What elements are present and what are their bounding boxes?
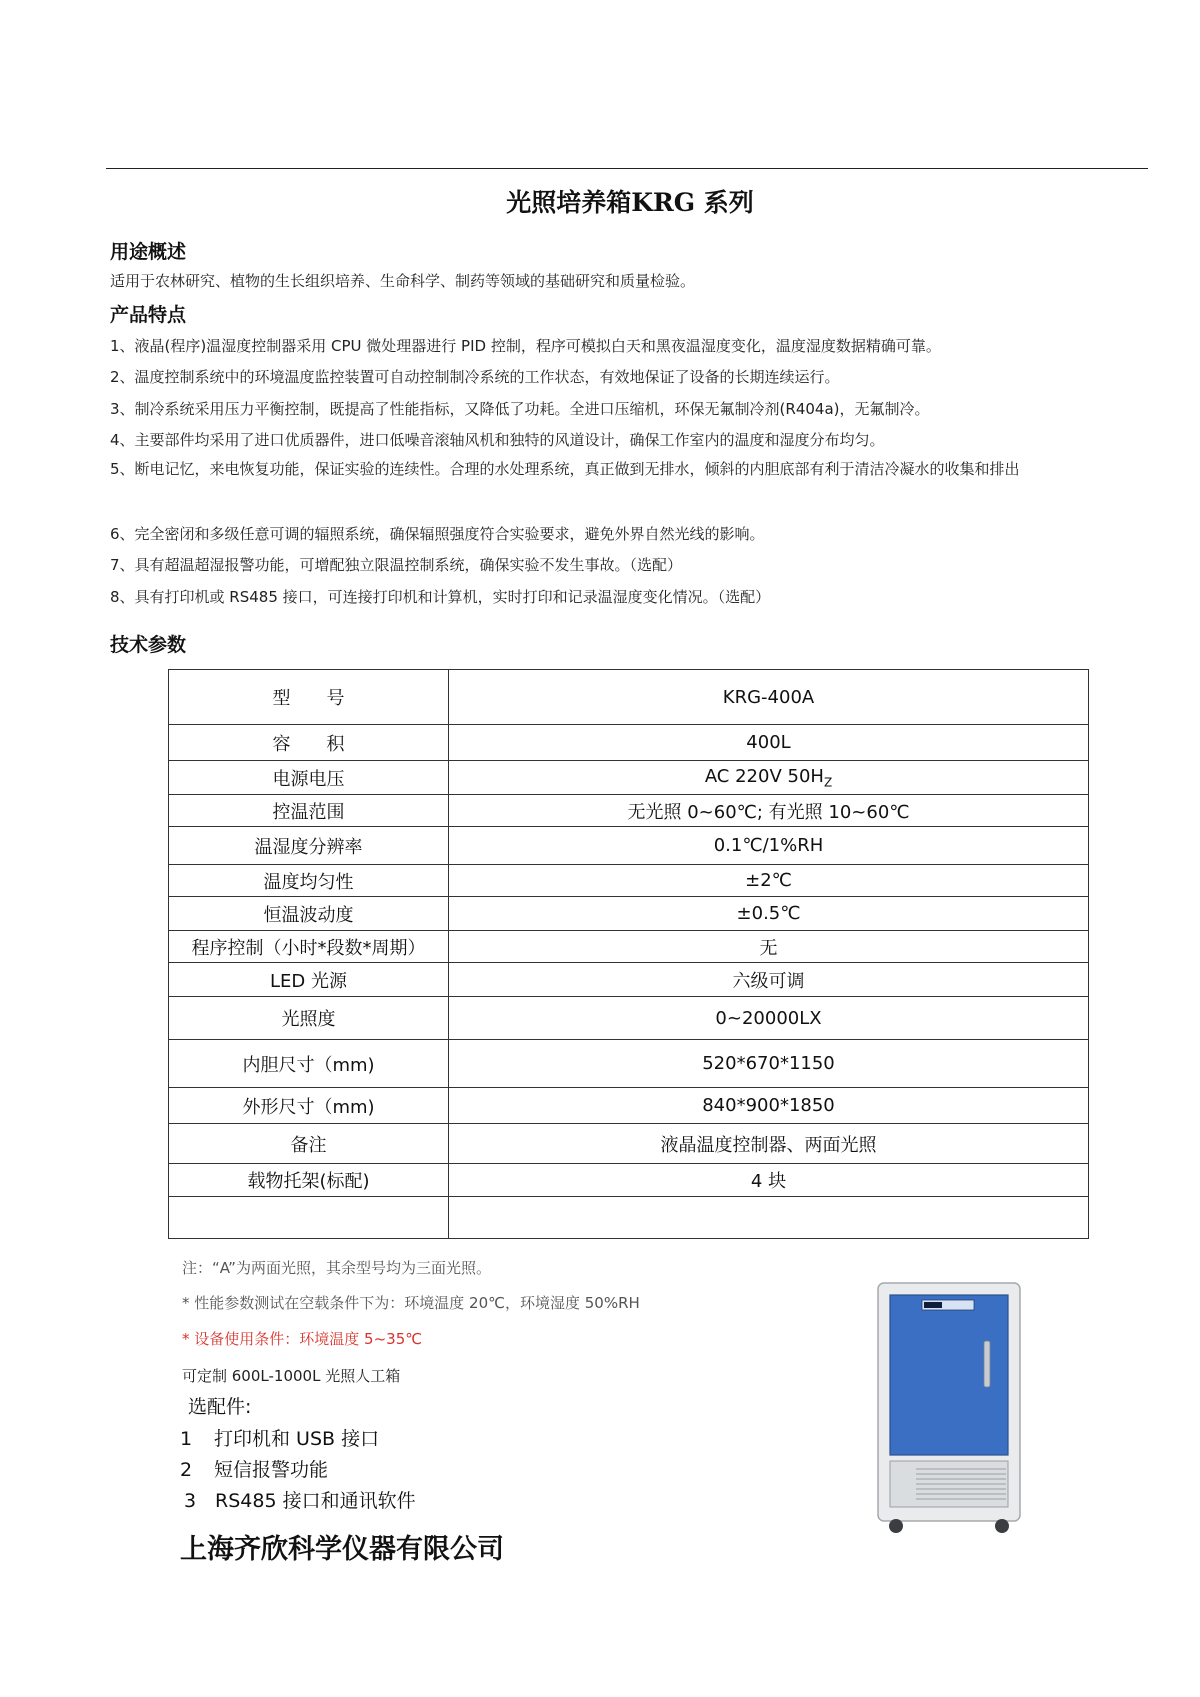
spec-value-text: AC 220V 50H — [704, 765, 824, 787]
spec-value: 840*900*1850 — [449, 1088, 1089, 1124]
spec-value: 520*670*1150 — [449, 1040, 1089, 1088]
spec-row — [169, 897, 1089, 931]
spec-row — [169, 997, 1089, 1040]
feature-item: 5、断电记忆，来电恢复功能，保证实验的连续性。合理的水处理系统，真正做到无排水，倾斜的内胆底部有利于清洁冷凝水的收集和排出 — [110, 460, 1020, 478]
caster-wheel-left — [889, 1519, 903, 1533]
option-number: 1 — [180, 1428, 193, 1450]
option-text: 打印机和 USB 接口 — [214, 1428, 380, 1450]
page-title: 光照培养箱KRG 系列 — [506, 188, 754, 217]
feature-item: 6、完全密闭和多级任意可调的辐照系统，确保辐照强度符合实验要求，避免外界自然光线的影响。 — [110, 525, 765, 543]
feature-item: 1、液晶(程序)温湿度控制器采用 CPU 微处理器进行 PID 控制，程序可模拟白天和黑夜温湿度变化，温度湿度数据精确可靠。 — [110, 337, 941, 355]
spec-row — [169, 1164, 1089, 1197]
option-item — [180, 1424, 379, 1451]
spec-value: ±2℃ — [449, 865, 1089, 897]
spec-value-subscript: Z — [823, 775, 833, 790]
spec-label: 内胆尺寸（mm) — [169, 1040, 449, 1088]
spec-label: 外形尺寸（mm) — [169, 1088, 449, 1124]
spec-row — [169, 795, 1089, 827]
specs-heading: 技术参数 — [110, 634, 187, 656]
feature-item: 2、温度控制系统中的环境温度监控装置可自动控制制冷系统的工作状态，有效地保证了设备的长期连续运行。 — [110, 368, 840, 386]
feature-item: 3、制冷系统采用压力平衡控制，既提高了性能指标，又降低了功耗。全进口压缩机，环保无氟制冷剂(R404a)，无氟制冷。 — [110, 400, 930, 418]
spec-value: 六级可调 — [449, 963, 1089, 997]
option-text: RS485 接口和通讯软件 — [215, 1490, 416, 1512]
spec-label: 容 积 — [169, 725, 449, 761]
spec-row — [169, 1040, 1089, 1088]
usage-text: 适用于农林研究、植物的生长组织培养、生命科学、制药等领域的基础研究和质量检验。 — [110, 272, 696, 290]
options-heading: 选配件: — [188, 1396, 252, 1418]
option-item — [180, 1455, 328, 1482]
caster-wheel-right — [995, 1519, 1009, 1533]
spec-value — [449, 761, 1089, 795]
spec-value: 0.1℃/1%RH — [449, 827, 1089, 865]
spec-row — [169, 865, 1089, 897]
usage-heading: 用途概述 — [110, 241, 187, 263]
spec-label: 温湿度分辨率 — [169, 827, 449, 865]
spec-label: 温度均匀性 — [169, 865, 449, 897]
spec-value: 0~20000LX — [449, 997, 1089, 1040]
feature-item: 8、具有打印机或 RS485 接口，可连接打印机和计算机，实时打印和记录温湿度变化情况。（选配） — [110, 588, 771, 606]
spec-table — [168, 669, 1089, 1239]
spec-row — [169, 725, 1089, 761]
spec-row — [169, 827, 1089, 865]
spec-value: 无 — [449, 931, 1089, 963]
option-text: 短信报警功能 — [214, 1459, 329, 1481]
custom-note: 可定制 600L-1000L 光照人工箱 — [182, 1367, 401, 1385]
spec-row — [169, 963, 1089, 997]
spec-value: 4 块 — [449, 1164, 1089, 1197]
option-item — [184, 1486, 416, 1513]
spec-value — [449, 1197, 1089, 1239]
option-number: 2 — [180, 1459, 193, 1481]
spec-label: 型 号 — [169, 670, 449, 725]
usage-condition-note: * 设备使用条件：环境温度 5~35℃ — [182, 1330, 423, 1348]
incubator-product-image — [876, 1281, 1022, 1535]
spec-value: ±0.5℃ — [449, 897, 1089, 931]
spec-label: 备注 — [169, 1124, 449, 1164]
spec-value: KRG-400A — [449, 670, 1089, 725]
spec-label: 程序控制（小时*段数*周期） — [169, 931, 449, 963]
spec-row — [169, 1124, 1089, 1164]
spec-row — [169, 670, 1089, 725]
header-rule — [106, 168, 1148, 169]
spec-value: 液晶温度控制器、两面光照 — [449, 1124, 1089, 1164]
model-note: 注：“A”为两面光照，其余型号均为三面光照。 — [182, 1259, 491, 1277]
spec-label — [169, 1197, 449, 1239]
spec-label: 光照度 — [169, 997, 449, 1040]
spec-label: 控温范围 — [169, 795, 449, 827]
test-condition-note: * 性能参数测试在空载条件下为：环境温度 20℃，环境湿度 50%RH — [182, 1294, 640, 1312]
door-handle — [984, 1341, 990, 1387]
feature-item: 7、具有超温超湿报警功能，可增配独立限温控制系统，确保实验不发生事故。（选配） — [110, 556, 683, 574]
display-screen — [924, 1302, 942, 1308]
spec-value: 无光照 0~60℃; 有光照 10~60℃ — [449, 795, 1089, 827]
spec-label: 载物托架(标配) — [169, 1164, 449, 1197]
spec-row — [169, 761, 1089, 795]
spec-row — [169, 1088, 1089, 1124]
company-name: 上海齐欣科学仪器有限公司 — [180, 1534, 504, 1565]
feature-item: 4、主要部件均采用了进口优质器件，进口低噪音滚轴风机和独特的风道设计，确保工作室内的温度和湿度分布均匀。 — [110, 431, 885, 449]
features-heading: 产品特点 — [110, 304, 187, 326]
spec-row-empty — [169, 1197, 1089, 1239]
vent-slats — [916, 1469, 1006, 1499]
spec-label: 恒温波动度 — [169, 897, 449, 931]
spec-value: 400L — [449, 725, 1089, 761]
spec-row — [169, 931, 1089, 963]
option-number: 3 — [184, 1490, 197, 1512]
spec-label: LED 光源 — [169, 963, 449, 997]
spec-label: 电源电压 — [169, 761, 449, 795]
